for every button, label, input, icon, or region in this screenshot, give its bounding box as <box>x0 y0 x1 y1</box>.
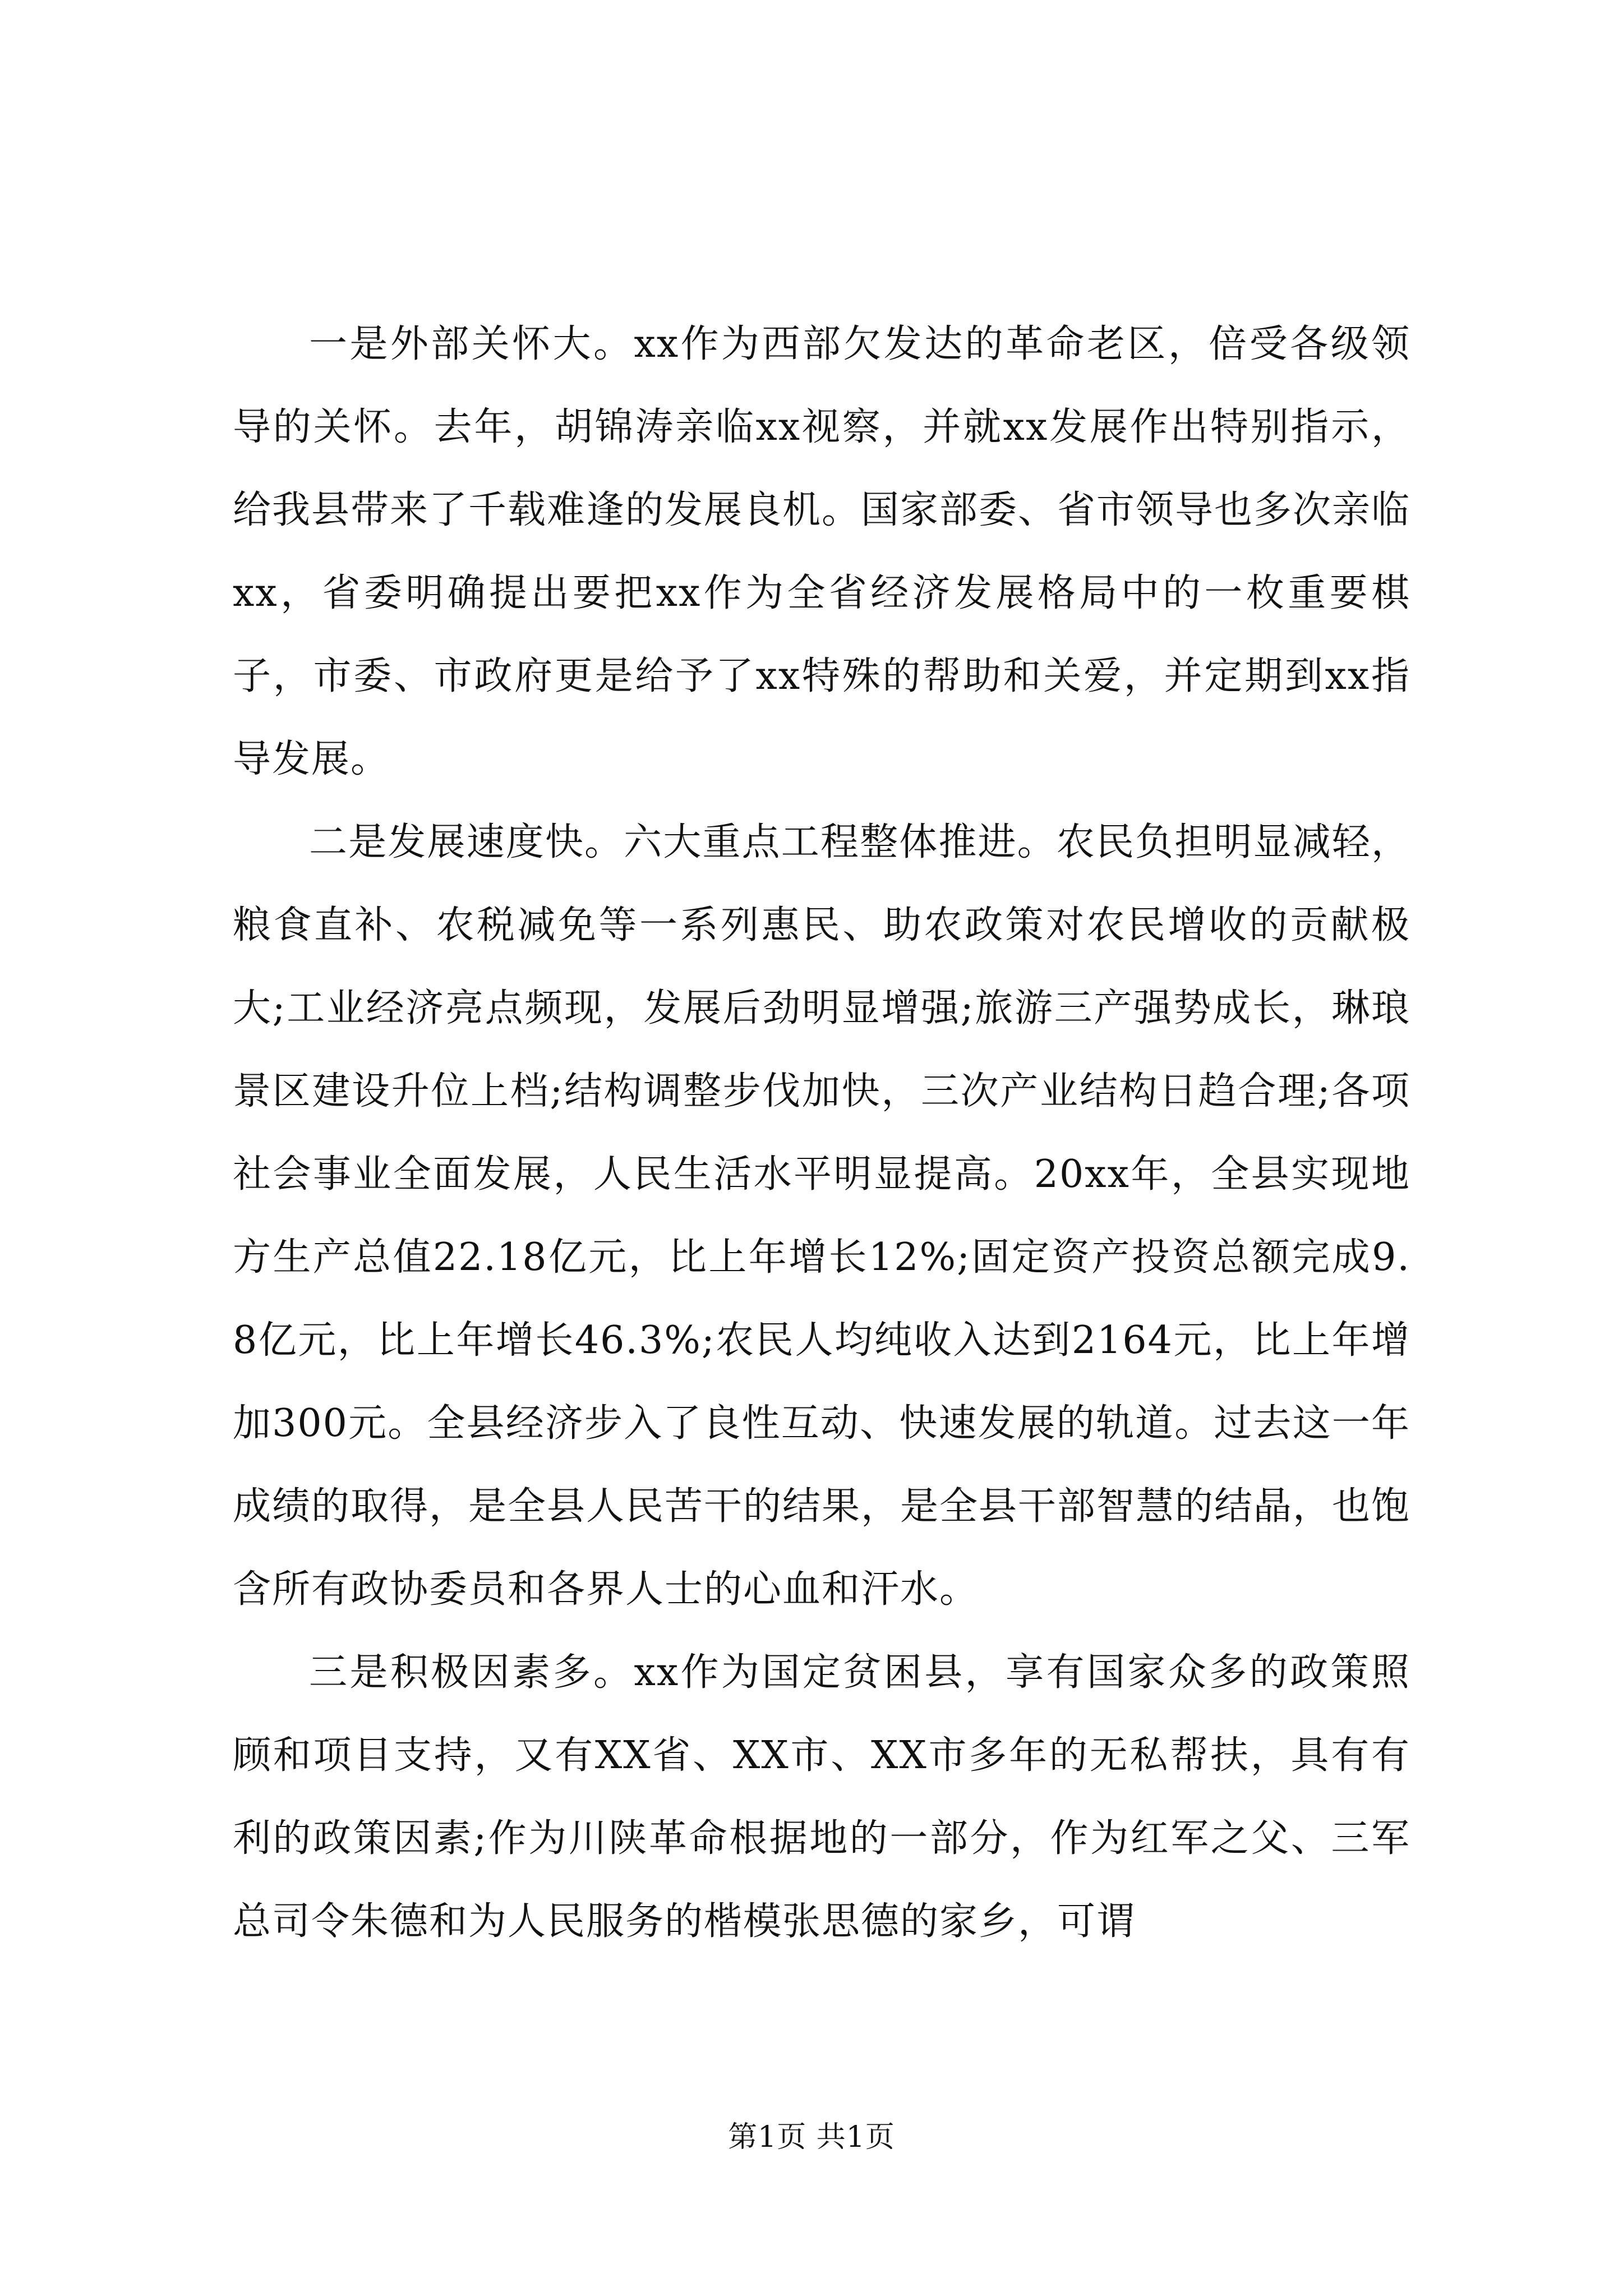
page-footer: 第1页 共1页 <box>728 2120 895 2154</box>
paragraph-3: 三是积极因素多。xx作为国定贫困县，享有国家众多的政策照顾和项目支持，又有XX省、XX市、XX市多年的无私帮扶，具有有利的政策因素;作为川陕革命根据地的一部分，作为红军之父、三军总司令朱德和为人民服务的楷模张思德的家乡，可谓 <box>233 1650 1410 1944</box>
paragraph-2: 二是发展速度快。六大重点工程整体推进。农民负担明显减轻，粮食直补、农税减免等一系列惠民、助农政策对农民增收的贡献极大;工业经济亮点频现，发展后劲明显增强;旅游三产强势成长，琳琅景区建设升位上档;结构调整步伐加快，三次产业结构日趋合理;各项社会事业全面发展，人民生活水平明显提高。20xx年，全县实现地方生产总值22.18亿元，比上年增长12%;固定资产投资总额完成9.8亿元，比上年增长46.3%;农民人均纯收入达到2164元，比上年增加300元。全县经济步入了良性互动、快速发展的轨道。过去这一年成绩的取得，是全县人民苦干的结果，是全县干部智慧的结晶，也饱含所有政协委员和各界人士的心血和汗水。 <box>233 820 1411 1612</box>
paragraph-1: 一是外部关怀大。xx作为西部欠发达的革命老区，倍受各级领导的关怀。去年，胡锦涛亲临xx视察，并就xx发展作出特别指示，给我县带来了千载难逢的发展良机。国家部委、省市领导也多次亲临xx，省委明确提出要把xx作为全省经济发展格局中的一枚重要棋子，市委、市政府更是给予了xx特殊的帮助和关爱，并定期到xx指导发展。 <box>233 322 1411 781</box>
document-body <box>233 303 1410 1963</box>
